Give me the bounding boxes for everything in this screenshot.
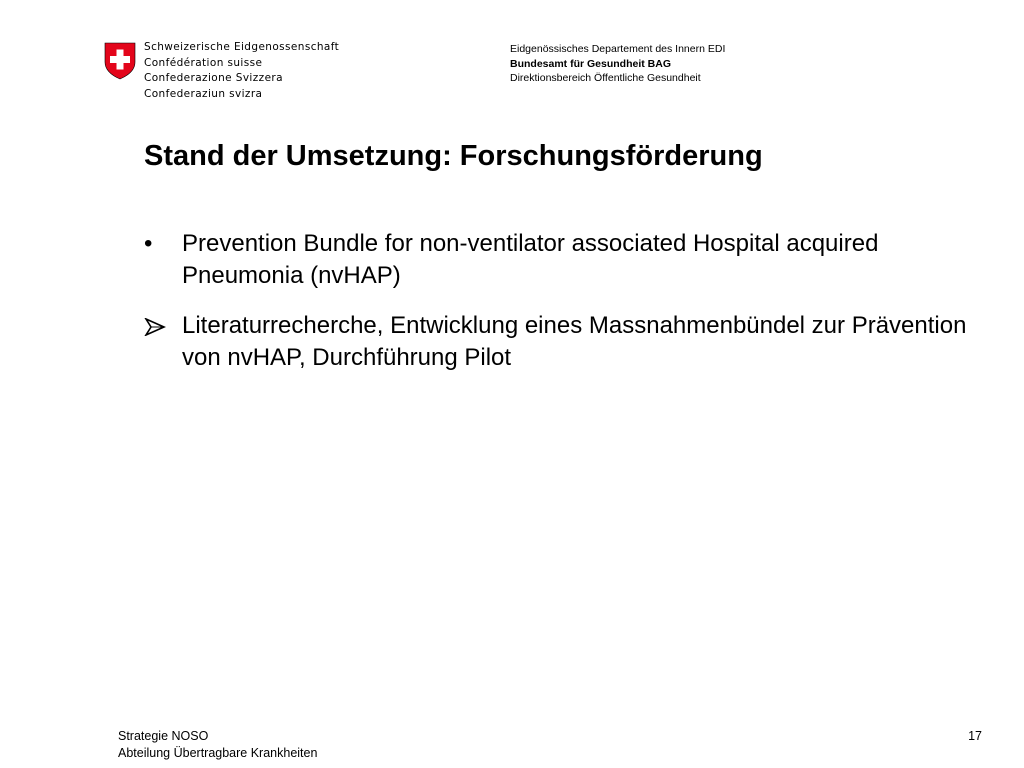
confederation-name-fr: Confédération suisse [144,56,263,69]
bullet-marker: • [144,230,153,257]
confederation-names [144,40,339,102]
division-name: Direktionsbereich Öffentliche Gesundheit [510,72,701,84]
department-block [510,42,725,86]
office-name: Bundesamt für Gesundheit BAG [510,57,672,70]
swiss-cross-shield-icon [104,42,136,80]
arrow-bullet-icon [140,310,182,345]
confederation-name-rm: Confederaziun svizra [144,87,263,100]
bullet-text: Prevention Bundle for non-ventilator associated Hospital acquired Pneumonia (nvHAP) [182,230,879,289]
confederation-name-it: Confederazione Svizzera [144,72,283,84]
footer-strategy: Strategie NOSO [118,729,209,743]
slide-title: Stand der Umsetzung: Forschungsförderung [144,140,763,172]
bullet-item [140,228,1000,292]
federal-logo [104,40,339,102]
footer-info [118,728,317,762]
page-number: 17 [968,729,982,743]
department-name: Eidgenössisches Departement des Innern EDI [510,43,726,55]
confederation-name-de: Schweizerische Eidgenossenschaft [144,41,340,53]
bullet-text: Literaturrecherche, Entwicklung eines Massnahmenbündel zur Prävention von nvHAP, Durchführung Pilot [182,312,967,371]
footer-department: Abteilung Übertragbare Krankheiten [118,746,318,760]
bullet-list [140,228,1000,392]
bullet-item [140,310,1000,374]
